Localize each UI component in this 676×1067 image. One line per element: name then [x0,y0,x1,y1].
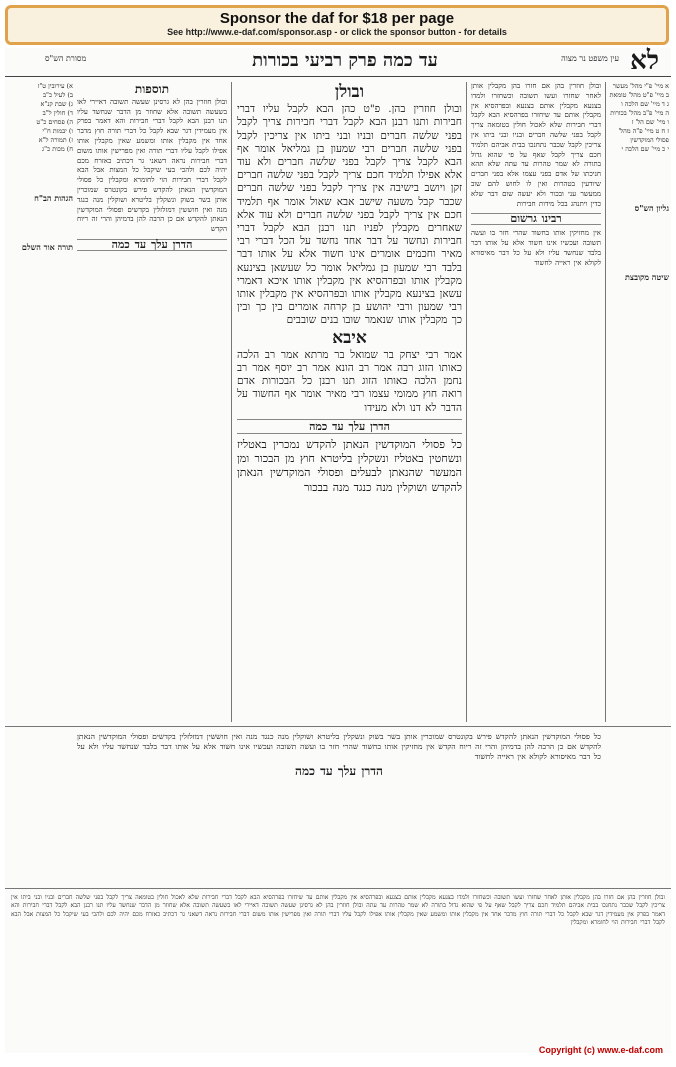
sponsor-subtitle[interactable]: See http://www.e-daf.com/sponsor.asp - or click the sponsor button - for details [167,27,507,37]
torah-or-label: תורה אור השלם [21,242,73,252]
talmud-page [5,48,671,1053]
hagahot-label: הגהות הב"ח [34,193,73,203]
ein-mishpat-heading: עין משפט נר מצוה [561,54,619,63]
masoret-ref: ז) תמורה ל"א [38,136,73,144]
gemara-column [237,82,462,722]
tosafot-title: תוספות [134,82,170,96]
ein-mishpat-ref: ג ד מיי' שם הלכה ו [621,100,669,108]
rashi-text-3: אין מחזיקין אותו בחשוד שהרי חזר בו ועשה תשובה ועכשיו אינו חשוד אלא על אותו דבר בלבד שנחשד עליו ולא על כל דבר מאיסורא לקולא אין ראייה לחשוד [471,229,601,267]
footnote-text-2: ובולן חוזרין בהן לא גרסינן שעשה תשובה דאיירי לאו בשעשה תשובה אלא שחוזר מן הדבר שנחשד עליו תנו רבנן הבא לקבל דברי חבירות והא דאמר בפרק אין מעמידין דגר שבא לקבל כל דברי תורה חוץ מדבר אחד אין מקבלין אותו ומשמע שאין מקבלין אותו אפילו לקבל עליו דברי תורה ואין מפרישין אותו משום דברי חבירות נראה דשאני גר דכתיב כאזרח מכם יהיה לכם ולהכי בעי שיקבל כל המצות אבל הבא לקבל דברי חבירות הוי לחומרא ומקבלין [11,902,665,927]
section-divider [5,726,671,727]
footnotes-region [11,894,665,1044]
tosafot-text-2: כל פסולי המוקדשין הנאתן להקדש פירש בקונטרס שמוכרין אותן בשר בשוק ונשקלין בליטרא ושוקלין מנה כנגד מנה ואין חוששין דמזלזלין בקדשים ופסולי המוקדשין הנאתן להקדש אם כן הרבה להן בדמיהן והרי זה ריוח הקדש [77,176,227,234]
section-divider [5,888,671,889]
daf-number: לא [630,46,659,76]
sponsor-banner[interactable] [5,5,669,45]
tosafot-end-title: הדרן עלך עד כמה [77,239,227,251]
copyright-link[interactable]: Copyright (c) www.e-daf.com [538,1045,663,1055]
lower-text: כל פסולי המוקדשין הנאתן להקדש פירש בקונטרס שמוכרין אותן בשר בשוק ונשקלין בליטרא ושוקלין מנה כנגד מנה ואין חוששין דמזלזלין בקדשים ופסולי המוקדשין הנאתן להקדש אם כן הרבה להן בדמיהן והרי זה ריוח הקדש [77,732,601,752]
mishna-text: כל פסולי המוקדשין הנאתן להקדש נמכרין באטליז ונשחטין באטליז ונשקלין בליטרא חוץ מן הבכור ומן המעשר שהנאתן לבעלים ופסולי המוקדשין הנאתן להקדש ושוקלין מנה כנגד מנה בבכור [237,438,462,494]
masoret-ref: ו) יבמות ח"י [42,127,73,135]
tosafot-column [77,82,227,722]
lower-commentary [77,732,601,882]
ein-mishpat-ref: ו מיי' שם הל' ז [631,118,669,126]
column-divider [231,82,232,722]
rashi-column [471,82,601,722]
ein-mishpat-ref: י כ מיי' שם הלכה י [621,145,669,153]
rashi-title: רבינו גרשום [471,213,601,225]
masoret-ref: ח) מכות כ"ג [42,145,73,153]
column-divider [466,82,467,722]
gemara-text-2: תנו רבנן הבא לקבל דברי חבירות ונחשד על דבר אחד נחשד על הכל דברי רבי מאיר וחכמים אומרים אינו חשוד אלא על אותו דבר בלבד רבי שמעון בן גמליאל אומר כל שעשאן בצינעא מקבלין אותו ובפרהסיא אין מקבלין אותו איכא דאמרי עשאן בצינעא מקבלין אותו ובפרהסיא אין מקבלין אותו רבי שמעון ורבי יהושע בן קרחה אומרים בין כך ובין כך מקבלין אותו שנאמר שובו בנים שובבים [237,222,462,327]
rashi-text-2: שלא תהא חניכתו של אדם בפני עצמו אלא בפני חברים שיודעין בטהרות ואין לו לחוש להם שוב ממעשר עני ובכור ולא יעשה שום דבר שלא כדין ויתנהג בכל מידות חבירות [471,160,601,208]
masoret-ref: ג) שבת קנ"א [40,100,73,108]
shita-label: שיטה מקובצת [625,272,669,282]
tosafot-text: ובולן חוזרין בהן לא גרסינן שעשה תשובה דאיירי לאו בשעשה תשובה אלא שחוזר מן הדבר שנחשד עליו תנו רבנן הבא לקבל דברי חבירות והא דאמר בפרק אין מעמידין דגר שבא לקבל כל דברי תורה חוץ מדבר אחד אין מקבלין אותו ומשמע שאין מקבלין אותו אפילו לקבל עליו דברי תורה ואין מפרישין אותו משום דברי חבירות נראה דשאני גר דכתיב כאזרח מכם יהיה לכם ולהכי בעי שיקבל כל המצות אבל הבא לקבל דברי חבירות הוי לחומרא ומקבלין [77,97,227,185]
rashi-text: ובולן חוזרין בהן אם חזרו בהן מקבלין אותן לאחר שחזרו ועשו תשובה וכשחזרו ולמדו בצנעא מקבלין אותם בצנעא ובפרהסיא אין מקבלין אותם עד שיחזרו בפרהסיא הבא לקבל דברי חבירות שלא לאכול חולין בטומאה צריך לקבל בפני שלשה חברים ובניו ובני ביתו אין צריכין לקבל שכבר נתחנכו בבית אביהם תלמיד חכם צריך לקבל שאף על פי שהוא גדול בתורה לא שמר טהרות עד עתה [471,82,601,169]
ein-mishpat-ref: ה מיי' פ"ב מהל' בכורות [610,109,669,117]
masoret-ref: ד) חולין ל"ב [42,109,73,117]
masoret-ref: ב) לעיל כ"ב [42,91,73,99]
gemara-mishna-title: הדרן עלך עד כמה [237,419,462,434]
lower-end-title: הדרן עלך עד כמה [295,763,383,778]
lower-text-2: אין מחזיקין אותו בחשוד שהרי חזר בו ועשה תשובה ועכשיו אינו חשוד אלא על אותו דבר בלבד שנחשד עליו ולא על כל דבר מאיסורא לקולא אין ראייה לחשוד [77,742,601,762]
gilyon-label: גליון הש"ס [634,203,669,213]
column-divider [605,82,606,722]
gemara-text-1: ובולן חוזרין בהן. פ"ט כהן הבא לקבל עליו דברי חבירות ותנו רבנן הבא לקבל דברי חבירות צריך לקבל בפני שלשה חברים ובניו ובני ביתו אין צריכין לקבל בפני שלשה חברים רבי שמעון בן גמליאל אומר אף הבא לקבל צריך לקבל בפני שלשה חברים ולא עוד אלא אפילו תלמיד חכם צריך לקבל בפני שלשה חברים זקן ויושב בישיבה אין צריך לקבל בפני שלשה חברים שכבר קבל משעה שישב אבא שאול אומר אף תלמיד חכם אין צריך לקבל בפני שלשה חברים ולא עוד אלא שאחרים מקבלין לפניו [237,103,462,235]
gemara-opening-word: ובולן [334,82,365,102]
ein-mishpat-ref: א מיי' פ"י מהל' מעשר [612,82,669,90]
ein-mishpat-column [609,82,669,722]
page-header [5,48,671,77]
masoret-column [7,82,73,702]
masoret-ref: א) עירובין ט"ז [37,82,73,90]
footnote-text: ובולן חוזרין בהן אם חזרו בהן מקבלין אותן לאחר שחזרו ועשו תשובה וכשחזרו ולמדו בצנעא מקבלין אותם בצנעא ובפרהסיא אין מקבלין אותם עד שיחזרו בפרהסיא הבא לקבל דברי חבירות שלא לאכול חולין בטומאה צריך לקבל בפני שלשה חברים ובניו ובני ביתו אין צריכין לקבל שכבר נתחנכו בבית אביהם תלמיד חכם צריך לקבל שאף על פי שהוא גדול בתורה לא שמר טהרות עד עתה [11,894,665,910]
ein-mishpat-ref: ז ח ט מיי' פ"ה מהל' פסולי המוקדשין [618,127,669,144]
ein-mishpat-ref: ב מיי' פ"ט מהל' טומאת [609,91,669,99]
gemara-section-word: איבא [332,327,367,348]
chapter-title: עד כמה פרק רביעי בכורות [252,50,438,71]
masoret-heading: מסורת הש"ס [45,54,87,63]
masoret-ref: ה) פסחים כ"ט [36,118,73,126]
sponsor-title[interactable]: Sponsor the daf for $18 per page [219,10,455,27]
gemara-text-3: אמר רבי יצחק בר שמואל בר מרתא אמר רב הלכה כאותו הזוג רבה אמר רב הונא אמר רב יוסף אמר רב נחמן הלכה כאותו הזוג תנו רבנן כל הבכורות אדם רואה חוץ ממומי עצמו רבי מאיר אומר אף החשוד על הדבר לא דנו ולא מעידו [237,348,462,414]
